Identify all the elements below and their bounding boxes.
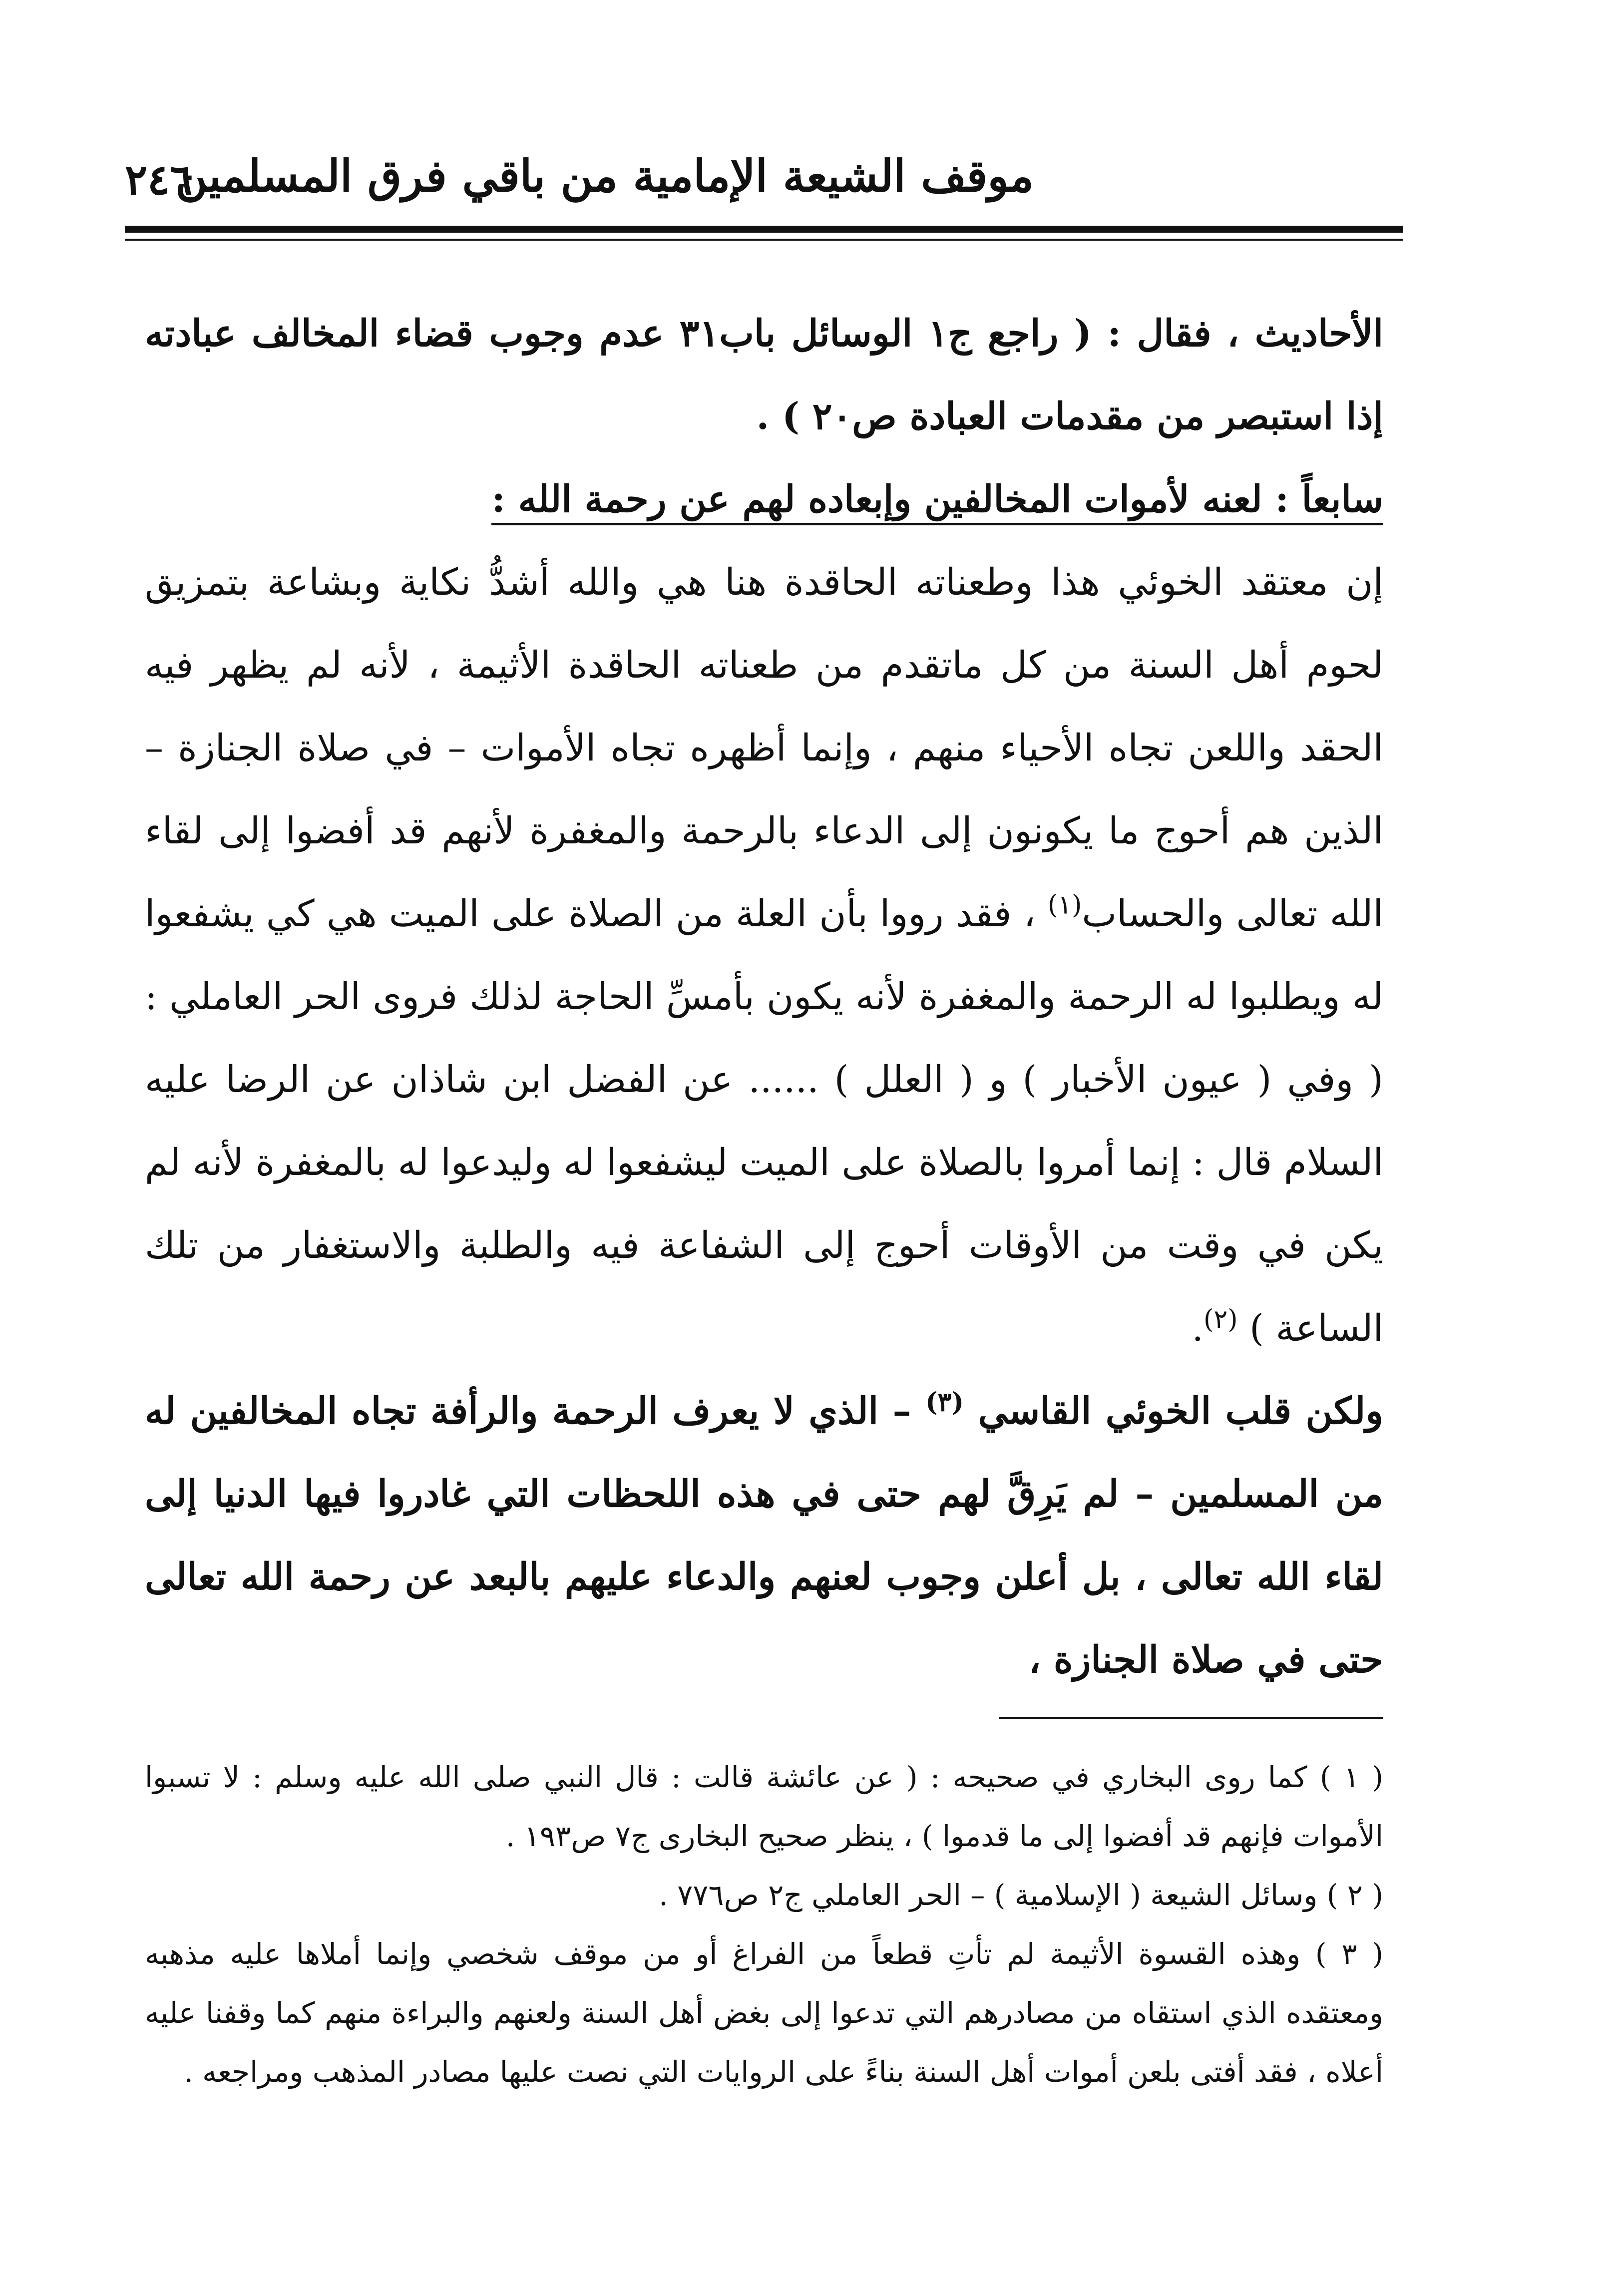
footnote-1: ( ١ ) كما روى البخاري في صحيحه : ( عن عائشة قالت : قال النبي صلى الله عليه وسلم : لا تسبوا الأموات فإنهم قد أفضوا إلى ما قدموا ) ، ينظر صحيح البخارى ج٧ ص١٩٣ . [145, 1760, 1383, 1853]
header-rule-thick [125, 226, 1403, 233]
paragraph-3-part-b: – الذي لا يعرف الرحمة والرأفة تجاه المخالفين له من المسلمين – لم يَرِقَّ لهم حتى في هذه اللحظات التي غادروا فيها الدنيا إلى لقاء الله تعالى ، بل أعلن وجوب لعنهم والدعاء عليهم بالبعد عن رحمة الله تعالى حتى في صلاة الجنازة ، [145, 1390, 1383, 1681]
page-header [125, 135, 1403, 215]
page-number: ٢٤٦ [125, 155, 193, 204]
footnote-separator [999, 1717, 1383, 1719]
footnote-ref-3: (٣) [925, 1387, 964, 1418]
footnotes [145, 1748, 1383, 2101]
section-heading-text: سابعاً : لعنه لأموات المخالفين وإبعاده لهم عن رحمة الله : [491, 478, 1383, 525]
paragraph-3-part-a: ولكن قلب الخوئي القاسي [978, 1390, 1384, 1433]
header-rule-thin [125, 239, 1403, 241]
paragraph-1: الأحاديث ، فقال : ( راجع ج١ الوسائل باب٣١ عدم وجوب قضاء المخالف عبادته إذا استبصر من مقدمات العبادة ص٢٠ ) . [145, 312, 1383, 438]
footnote-2: ( ٢ ) وسائل الشيعة ( الإسلامية ) – الحر العاملي ج٢ ص٧٧٦ . [659, 1878, 1383, 1912]
paragraph-3 [145, 1370, 1383, 1701]
footnote-ref-1: (١) [1047, 890, 1082, 920]
main-text [145, 292, 1383, 1701]
running-title: موقف الشيعة الإمامية من باقي فرق المسلمين [175, 150, 1034, 202]
paragraph-2-end: . [1192, 1307, 1204, 1350]
footnote-3: ( ٣ ) وهذه القسوة الأثيمة لم تأتِ قطعاً من الفراغ أو من موقف شخصي وإنما أملاها عليه مذهبه ومعتقده الذي استقاه من مصادرهم التي تدعوا إلى بغض أهل السنة ولعنهم والبراءة منهم كما وقفنا عليه أعلاه ، فقد أفتى بلعن أموات أهل السنة بناءً على الروايات التي نصت عليها مصادر المذهب ومراجعه . [145, 1937, 1383, 2089]
paragraph-2-part-b: ، فقد رووا بأن العلة من الصلاة على الميت هي كي يشفعوا له ويطلبوا له الرحمة والمغفرة لأنه يكون بأمسِّ الحاجة لذلك فروى الحر العاملي : ( وفي ( عيون الأخبار ) و ( العلل ) ...... عن الفضل ابن شاذان عن الرضا عليه السلام قال : إنما أمروا بالصلاة على الميت ليشفعوا له وليدعوا له بالمغفرة لأنه لم يكن في وقت من الأوقات أحوج إلى الشفاعة فيه والطلبة والاستغفار من تلك الساعة ) [145, 892, 1383, 1350]
footnote-ref-2: (٢) [1204, 1304, 1238, 1335]
section-heading [145, 458, 1383, 541]
paragraph-2-part-a: إن معتقد الخوئي هذا وطعناته الحاقدة هنا هي والله أشدُّ نكاية وبشاعة بتمزيق لحوم أهل السنة من كل ماتقدم من طعناته الحاقدة الأثيمة ، لأنه لم يظهر فيه الحقد واللعن تجاه الأحياء منهم ، وإنما أظهره تجاه الأموات – في صلاة الجنازة – الذين هم أحوج ما يكونون إلى الدعاء بالرحمة والمغفرة لأنهم قد أفضوا إلى لقاء الله تعالى والحساب [145, 561, 1383, 935]
paragraph-2 [145, 541, 1383, 1370]
